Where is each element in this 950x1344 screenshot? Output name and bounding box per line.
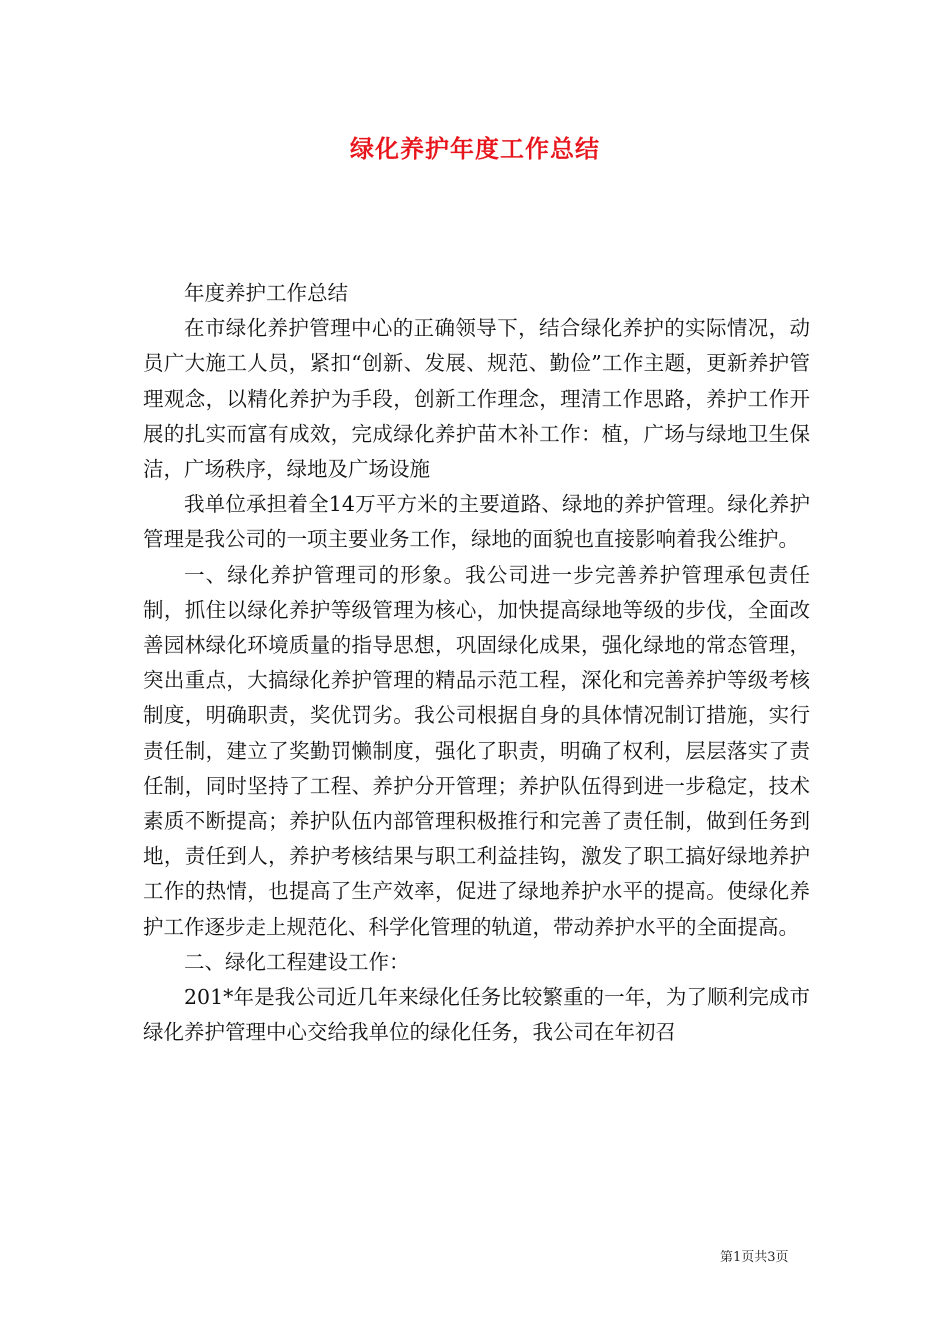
paragraph-section-two-heading: 二、绿化工程建设工作： <box>184 949 410 974</box>
page-number: 第1页共3页 <box>720 1250 789 1265</box>
paragraph-scope: 我单位承担着全14万平方米的主要道路、绿地的养护管理。绿化养护管理是我公司的一项主要业务工作，绿地的面貌也直接影响着我公维护。 <box>143 492 810 552</box>
paragraph-subtitle: 年度养护工作总结 <box>184 281 348 305</box>
paragraph-section-one: 一、绿化养护管理司的形象。我公司进一步完善养护管理承包责任制，抓住以绿化养护等级管理为核心，加快提高绿地等级的步伐，全面改善园林绿化环境质量的指导思想，巩固绿化成果，强化绿地的常态管理，突出重点，大搞绿化养护管理的精品示范工程，深化和完善养护等级考核制度，明确职责，奖优罚劣。我公司根据自身的具体情况制订措施，实行责任制，建立了奖勤罚懒制度，强化了职责，明确了权利，层层落实了责任制，同时坚持了工程、养护分开管理；养护队伍得到进一步稳定，技术素质不断提高；养护队伍内部管理积极推行和完善了责任制，做到任务到地，责任到人，养护考核结果与职工利益挂钩，激发了职工搞好绿地养护工作的热情，也提高了生产效率，促进了绿地养护水平的提高。使绿化养护工作逐步走上规范化、科学化管理的轨道，带动养护水平的全面提高。 <box>143 562 810 939</box>
paragraph-section-two: 201*年是我公司近几年来绿化任务比较繁重的一年，为了顺利完成市绿化养护管理中心交给我单位的绿化任务，我公司在年初召 <box>143 985 810 1045</box>
document-body <box>143 276 810 1050</box>
paragraph-intro: 在市绿化养护管理中心的正确领导下，结合绿化养护的实际情况，动员广大施工人员，紧扣“创新、发展、规范、勤俭”工作主题，更新养护管理观念，以精化养护为手段，创新工作理念，理清工作思路，养护工作开展的扎实而富有成效，完成绿化养护苗木补工作：植，广场与绿地卫生保洁，广场秩序，绿地及广场设施 <box>143 316 810 482</box>
page-title: 绿化养护年度工作总结 <box>350 134 600 163</box>
